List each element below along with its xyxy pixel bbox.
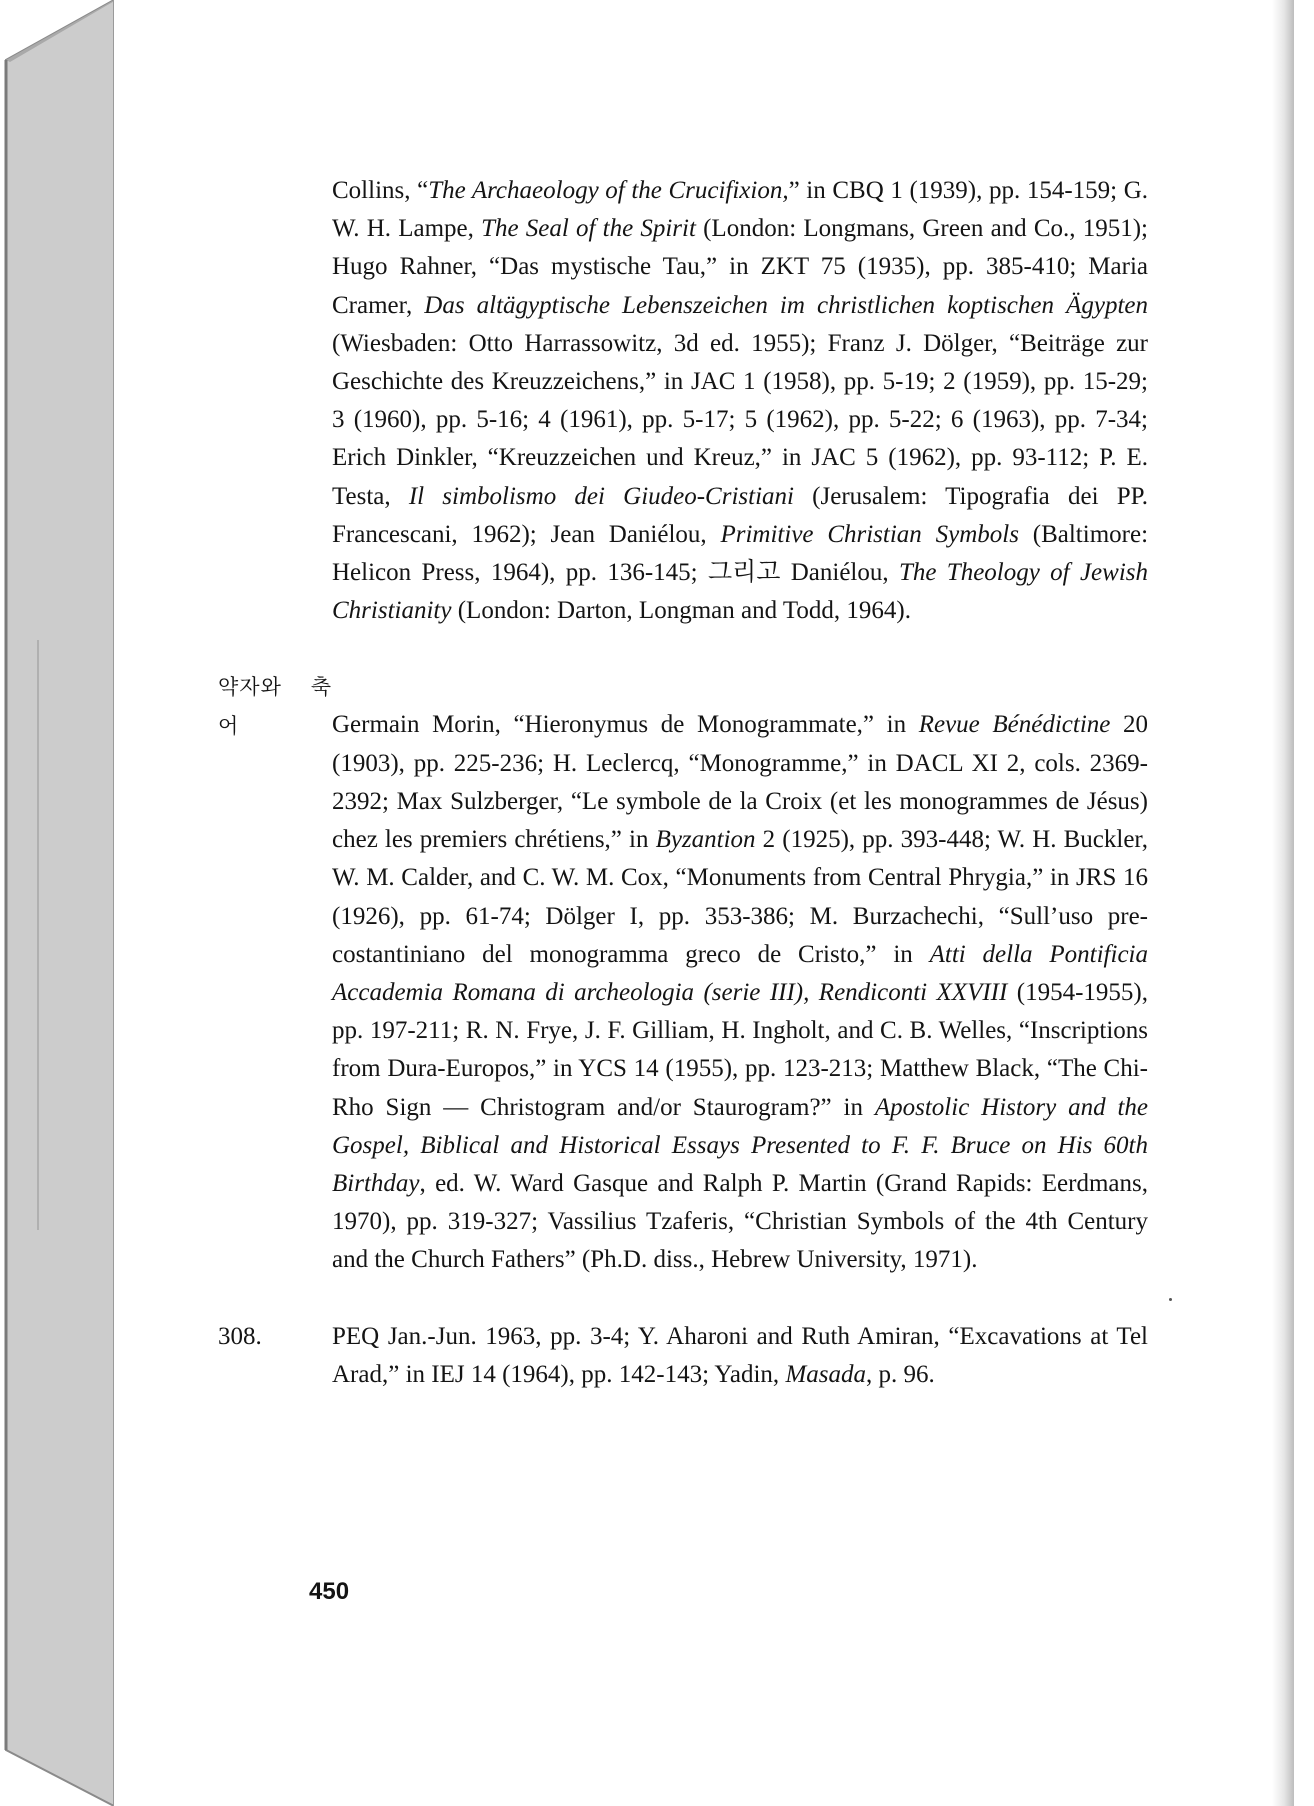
italic-title: Masada: [785, 1360, 866, 1388]
italic-title: Atti della Pontificia Accademia Romana di archeologia (serie III), Rendiconti XXVIII: [332, 940, 1148, 1007]
footnote-text: , ed. W. Ward Gasque and Ralph P. Martin (Grand Rapids: Eerdmans, 1970), pp. 319-327; Vassilius Tzaferis, “Christian Symbols of the 4th Century and the Church Fathers” (Ph.D. diss., Hebrew University, 1971).: [332, 1170, 1148, 1274]
italic-title: Revue Bénédictine: [918, 711, 1111, 739]
italic-title: The Theology of Jewish Christianity: [332, 559, 1149, 625]
page-number: 450: [309, 1578, 350, 1605]
footnote-text: (Baltimore: Helicon Press, 1964), pp. 136-145; 그리고 Daniélou,: [332, 520, 1149, 587]
footnote-label: 308.: [218, 1322, 262, 1350]
footnote-text-block: [218, 172, 1148, 1394]
footnote-text: ” in CBQ 1 (1939), pp. 154-159; G. W. H. Lampe,: [332, 177, 1148, 243]
footnote-label: 약자와 축어: [218, 675, 332, 738]
footnote-text: 2 (1925), pp. 393-448; W. H. Buckler, W. M. Calder, and C. W. M. Cox, “Monuments from Central Phrygia,” in JRS 16 (1926), pp. 61-74; Dölger I, pp. 353-386; M. Burzachechi, “Sull’uso pre-costantiniano del monogramma greco de Cristo,” in: [332, 826, 1148, 968]
italic-title: The Archaeology of the Crucifixion,: [428, 177, 789, 204]
footnote-text: PEQ Jan.-Jun. 1963, pp. 3-4; Y. Aharoni and Ruth Amiran, “Excavations at Tel Arad,” in IEJ 14 (1964), pp. 142-143; Yadin,: [332, 1322, 1148, 1388]
footnote-text: (London: Longmans, Green and Co., 1951); Hugo Rahner, “Das mystische Tau,” in ZKT 75 (1935), pp. 385-410; Maria Cramer,: [332, 215, 1148, 319]
footnote-text: (London: Darton, Longman and Todd, 1964).: [451, 597, 911, 625]
footnote-entry: [218, 172, 1148, 630]
footnote-text: (1954-1955), pp. 197-211; R. N. Frye, J. F. Gilliam, H. Ingholt, and C. B. Welles, “Inscriptions from Dura-Europos,” in YCS 14 (1955), pp. 123-213; Matthew Black, “The Chi-Rho Sign — Christogram and/or Staurogram?” in: [332, 979, 1148, 1121]
italic-title: The Seal of the Spirit: [481, 215, 696, 243]
italic-title: Byzantion: [655, 826, 756, 854]
italic-title: Primitive Christian Symbols: [720, 520, 1019, 548]
footnote-text: , p. 96.: [866, 1360, 935, 1388]
page-edge-shadow: [1272, 0, 1294, 1806]
stray-mark: [1169, 1298, 1172, 1301]
italic-title: Il simbolismo dei Giudeo-Cristiani: [408, 482, 794, 510]
footnote-text: (Wiesbaden: Otto Harrassowitz, 3d ed. 1955); Franz J. Dölger, “Beiträge zur Geschichte des Kreuzzeichens,” in JAC 1 (1958), pp. 5-19; 2 (1959), pp. 15-29; 3 (1960), pp. 5-16; 4 (1961), pp. 5-17; 5 (1962), pp. 5-22; 6 (1963), pp. 7-34; Erich Dinkler, “Kreuzzeichen und Kreuz,” in JAC 5 (1962), pp. 93-112; P. E. Testa,: [332, 329, 1148, 510]
italic-title: Apostolic History and the Gospel, Biblical and Historical Essays Presented to F. F. Bruce on His 60th Birthday: [332, 1093, 1148, 1198]
footnote-text: Collins, “: [332, 177, 429, 204]
footnote-text: (Jerusalem: Tipografia dei PP. Francescani, 1962); Jean Daniélou,: [332, 482, 1148, 548]
footnote-text: Germain Morin, “Hieronymus de Monogrammate,” in: [332, 711, 919, 739]
italic-title: Das altägyptische Lebenszeichen im christlichen koptischen Ägypten: [424, 291, 1148, 319]
footnote-entry: [218, 1318, 1148, 1394]
footnote-entry: [218, 668, 1148, 1279]
footnote-text: 20 (1903), pp. 225-236; H. Leclercq, “Monogramme,” in DACL XI 2, cols. 2369-2392; Max Sulzberger, “Le symbole de la Croix (et les monogrammes de Jésus) chez les premiers chrétiens,” in: [332, 711, 1148, 854]
